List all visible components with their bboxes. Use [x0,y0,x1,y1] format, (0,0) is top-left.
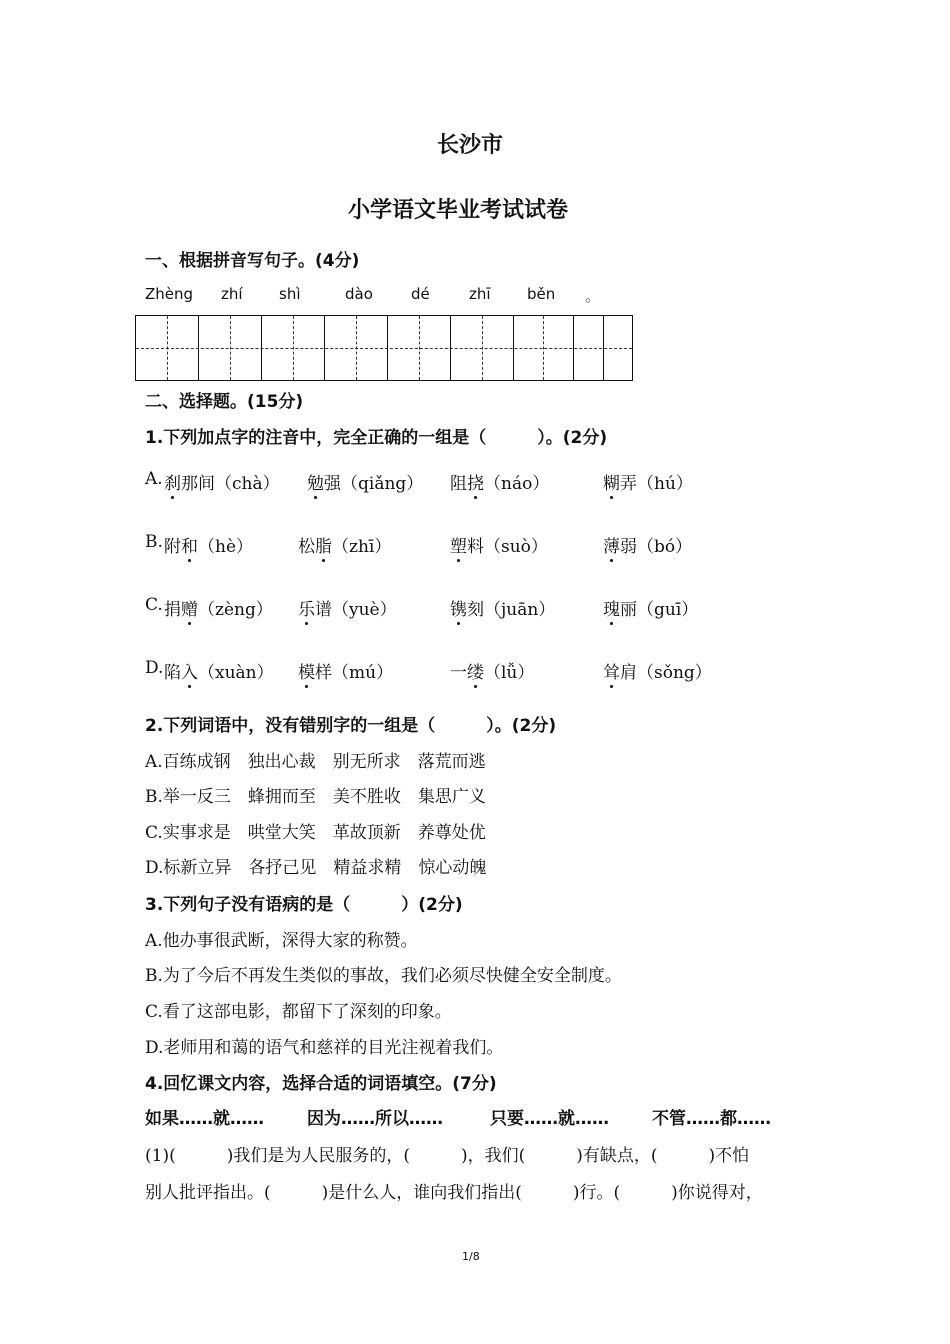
q2-option-b[interactable]: B.举一反三 蜂拥而至 美不胜收 集思广义 [145,787,486,807]
option-item: 薄弱（bó） [603,537,693,557]
pinyin-syllable: zhí [221,285,243,303]
option-item: 糊弄（hú） [603,474,693,494]
city-title: 长沙市 [437,133,504,158]
pinyin-syllable: shì [279,285,301,303]
grid-guide [293,316,294,380]
q4-prompt: 4.回忆课文内容，选择合适的词语填空。(7分) [145,1074,497,1094]
word-option: 不管……都…… [652,1109,771,1129]
option-item: 勉强（qiǎng） [307,474,424,494]
option-item: 陷入（xuàn） [164,663,274,683]
pinyin-syllable: dào [345,285,373,303]
q4-line-1[interactable]: (1)( )我们是为人民服务的，( )，我们( )有缺点，( )不怕 [145,1146,750,1166]
page-number: 1/8 [462,1250,480,1263]
q1-prompt: 1.下列加点字的注音中，完全正确的一组是（ ）。(2分) [145,428,608,448]
option-item: 乐谱（yuè） [298,600,397,620]
grid-guide [356,316,357,380]
option-item: 模样（mú） [298,663,394,683]
q4-line-2[interactable]: 别人批评指出。( )是什么人，谁向我们指出( )行。( )你说得对， [145,1183,763,1203]
pinyin-syllable: dé [411,285,430,303]
grid-cell [574,316,604,380]
q3-prompt: 3.下列句子没有语病的是（ ）(2分) [145,895,463,915]
grid-guide [543,316,544,380]
option-item: 一缕（lǚ） [450,663,535,683]
grid-guide [230,316,231,380]
option-item: 瑰丽（guī） [603,600,699,620]
q2-option-c[interactable]: C.实事求是 哄堂大笑 革故顶新 养尊处优 [145,823,486,843]
section2-heading: 二、选择题。(15分) [145,392,304,412]
pinyin-syllable: Zhèng [145,285,194,303]
grid-guide [167,316,168,380]
q3-option-d[interactable]: D.老师用和蔼的语气和慈祥的目光注视着我们。 [145,1038,504,1058]
grid-cell [514,316,574,380]
q3-option-a[interactable]: A.他办事很武断，深得大家的称赞。 [145,931,418,951]
pinyin-syllable: běn [527,285,556,303]
pinyin-syllable: zhī [469,285,491,303]
option-item: 塑料（suò） [450,537,548,557]
word-option: 只要……就…… [490,1109,609,1129]
option-label: B. [145,532,163,552]
option-item: 捐赠（zèng） [164,600,273,620]
option-item: 耸肩（sǒng） [603,663,712,683]
option-item: 松脂（zhī） [298,537,392,557]
word-option: 如果……就…… [145,1109,264,1129]
word-option: 因为……所以…… [307,1109,443,1129]
section1-heading: 一、根据拼音写句子。(4分) [145,251,360,271]
option-item: 阻挠（náo） [450,474,550,494]
q2-option-a[interactable]: A.百练成钢 独出心裁 别无所求 落荒而逃 [145,752,486,772]
q2-option-d[interactable]: D.标新立异 各抒己见 精益求精 惊心动魄 [145,858,487,878]
option-label: A. [145,469,163,489]
writing-grid[interactable] [135,315,633,381]
option-label: C. [145,595,163,615]
option-item: 附和（hè） [164,537,254,557]
q3-option-c[interactable]: C.看了这部电影，都留下了深刻的印象。 [145,1002,452,1022]
option-item: 刹那间（chà） [164,474,280,494]
page-title: 小学语文毕业考试试卷 [348,198,569,223]
q2-prompt: 2.下列词语中，没有错别字的一组是（ ）。(2分) [145,716,557,736]
pinyin-syllable: 。 [585,287,601,305]
option-label: D. [145,658,164,678]
grid-guide [419,316,420,380]
q3-option-b[interactable]: B.为了今后不再发生类似的事故，我们必须尽快健全安全制度。 [145,966,622,986]
option-item: 镌刻（juān） [450,600,556,620]
grid-guide [482,316,483,380]
